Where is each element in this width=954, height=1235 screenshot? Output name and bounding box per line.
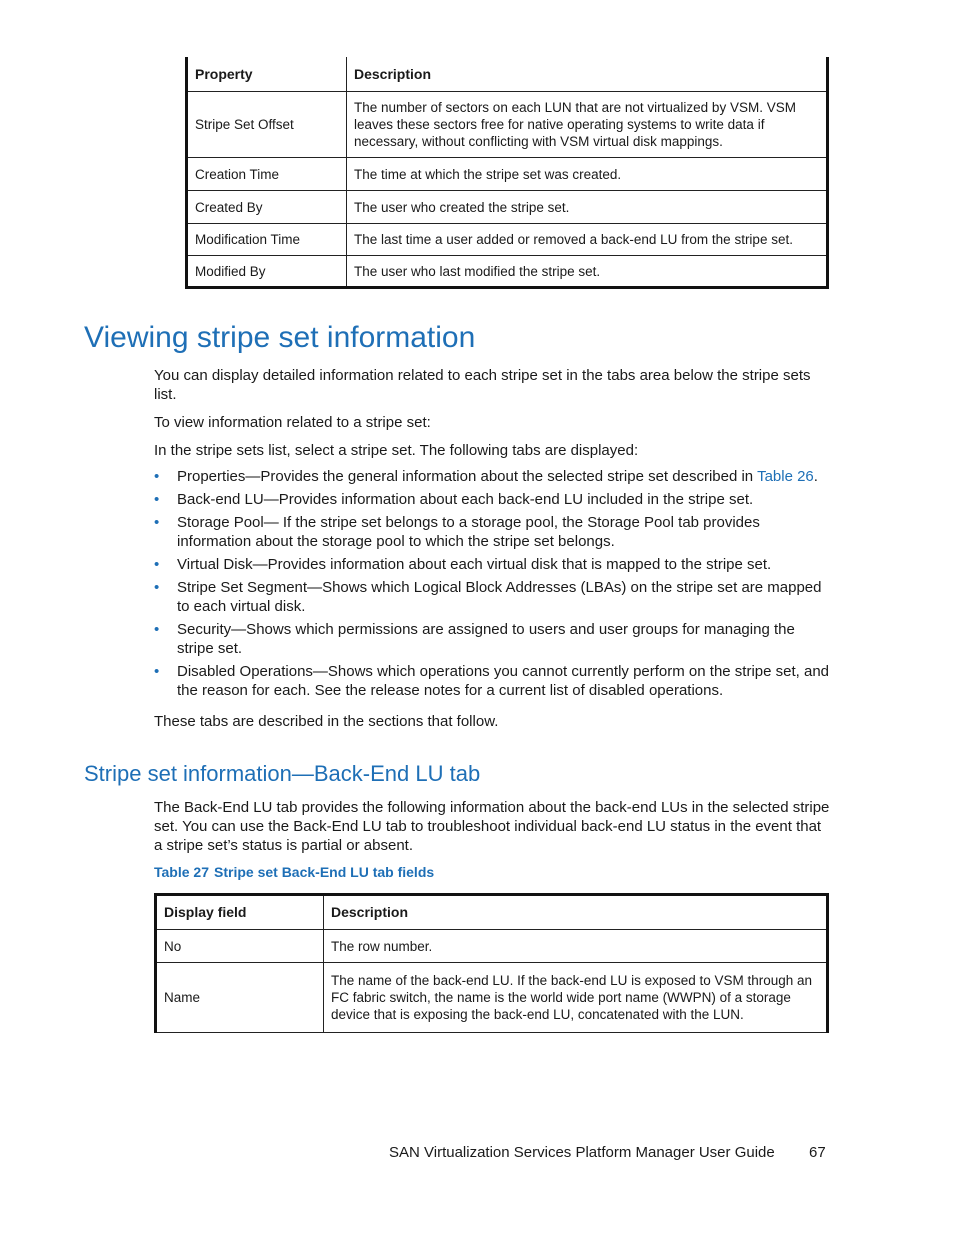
bullet-text: Storage Pool— If the stripe set belongs to a storage pool, the Storage Pool tab provides information about the storage pool to which the stripe set belongs. — [177, 514, 760, 550]
table-header-row — [156, 895, 828, 930]
list-item — [154, 490, 830, 509]
table-row — [187, 158, 828, 191]
column-header-property: Property — [187, 57, 347, 92]
property-cell: Modification Time — [187, 224, 347, 256]
tabs-bullet-list — [154, 467, 830, 704]
backend-lu-fields-table — [154, 893, 829, 1033]
properties-table — [185, 57, 829, 289]
bullet-text-end: . — [813, 468, 818, 485]
caption-label: Table 27 — [154, 864, 209, 880]
table-row — [187, 191, 828, 224]
subsection-heading: Stripe set information—Back-End LU tab — [84, 761, 481, 786]
column-header-display-field: Display field — [156, 895, 324, 930]
instruction-paragraph: To view information related to a stripe set: — [154, 414, 431, 431]
description-cell: The row number. — [324, 930, 828, 963]
footer-guide-title: SAN Virtualization Services Platform Manager User Guide — [389, 1144, 775, 1161]
description-cell: The user who created the stripe set. — [347, 191, 828, 224]
table-row — [187, 256, 828, 288]
list-item — [154, 620, 830, 658]
bullet-text: Virtual Disk—Provides information about each virtual disk that is mapped to the stripe set. — [177, 556, 772, 573]
property-cell: Stripe Set Offset — [187, 92, 347, 158]
section-intro-paragraph: You can display detailed information related to each stripe set in the tabs area below the stripe sets list. — [154, 367, 811, 403]
bullet-text: Back-end LU—Provides information about each back-end LU included in the stripe set. — [177, 491, 754, 508]
subsection-paragraph: The Back-End LU tab provides the following information about the back-end LUs in the selected stripe set. You can use the Back-End LU tab to troubleshoot individual back-end LU status in the event that a stripe set’s status is partial or absent. — [154, 799, 830, 854]
closing-paragraph: These tabs are described in the sections that follow. — [154, 713, 499, 730]
bullet-icon: • — [154, 556, 160, 573]
bullet-text: Stripe Set Segment—Shows which Logical Block Addresses (LBAs) on the stripe set are mapped to each virtual disk. — [177, 579, 822, 615]
page-number: 67 — [809, 1144, 826, 1161]
description-cell: The last time a user added or removed a back-end LU from the stripe set. — [347, 224, 828, 256]
section-heading: Viewing stripe set information — [84, 321, 476, 354]
property-cell: Creation Time — [187, 158, 347, 191]
bullet-icon: • — [154, 468, 160, 485]
column-header-description: Description — [324, 895, 828, 930]
table-26-link[interactable]: Table 26 — [757, 468, 814, 485]
property-cell: Modified By — [187, 256, 347, 288]
description-cell: The name of the back-end LU. If the back-end LU is exposed to VSM through an FC fabric switch, the name is the world wide port name (WWPN) of a storage device that is exposing the back-end LU, concatenated with the LUN. — [324, 963, 828, 1033]
bullet-text: Disabled Operations—Shows which operations you cannot currently perform on the stripe set, and the reason for each. See the release notes for a current list of disabled operations. — [177, 663, 830, 699]
table-header-row — [187, 57, 828, 92]
list-item — [154, 555, 830, 574]
bullet-icon: • — [154, 514, 160, 531]
list-item — [154, 467, 830, 486]
field-cell: Name — [156, 963, 324, 1033]
field-cell: No — [156, 930, 324, 963]
bullet-text: Security—Shows which permissions are assigned to users and user groups for managing the stripe set. — [177, 621, 795, 657]
bullet-icon: • — [154, 579, 160, 596]
step-paragraph: In the stripe sets list, select a stripe set. The following tabs are displayed: — [154, 442, 639, 459]
bullet-icon: • — [154, 491, 160, 508]
property-cell: Created By — [187, 191, 347, 224]
list-item — [154, 662, 830, 700]
description-cell: The time at which the stripe set was created. — [347, 158, 828, 191]
table-row — [187, 224, 828, 256]
table-row — [156, 930, 828, 963]
column-header-description: Description — [347, 57, 828, 92]
bullet-text: Properties—Provides the general information about the selected stripe set described in — [177, 468, 758, 485]
description-cell: The user who last modified the stripe set. — [347, 256, 828, 288]
description-cell: The number of sectors on each LUN that are not virtualized by VSM. VSM leaves these sectors free for native operating systems to write data if necessary, without conflicting with VSM virtual disk mappings. — [347, 92, 828, 158]
table-row — [187, 92, 828, 158]
list-item — [154, 578, 830, 616]
caption-title: Stripe set Back-End LU tab fields — [214, 864, 435, 880]
list-item — [154, 513, 830, 551]
table-row — [156, 963, 828, 1033]
bullet-icon: • — [154, 621, 160, 638]
table-caption — [154, 862, 434, 882]
bullet-icon: • — [154, 663, 160, 680]
